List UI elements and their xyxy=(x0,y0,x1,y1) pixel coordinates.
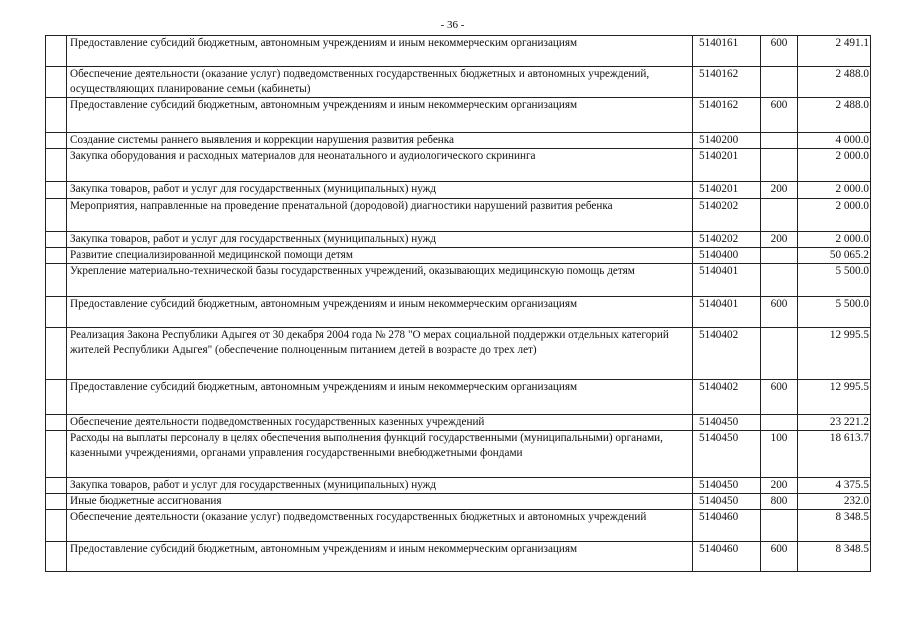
row-amount-cell: 18 613.7 xyxy=(798,431,871,478)
row-type-cell: 200 xyxy=(761,232,798,248)
row-code-cell: 5140401 xyxy=(693,264,761,297)
row-margin-cell xyxy=(46,199,67,232)
row-margin-cell xyxy=(46,478,67,494)
row-margin-cell xyxy=(46,264,67,297)
table-row xyxy=(46,297,871,328)
row-type-cell: 200 xyxy=(761,182,798,199)
row-name-cell: Предоставление субсидий бюджетным, автономным учреждениям и иным некоммерческим организациям xyxy=(67,297,693,328)
row-name-cell: Развитие специализированной медицинской помощи детям xyxy=(67,248,693,264)
table-row xyxy=(46,248,871,264)
row-amount-cell: 23 221.2 xyxy=(798,415,871,431)
page-number: - 36 - xyxy=(440,19,465,31)
row-margin-cell xyxy=(46,36,67,67)
table-row xyxy=(46,98,871,133)
row-code-cell: 5140450 xyxy=(693,431,761,478)
row-amount-cell: 232.0 xyxy=(798,494,871,510)
row-name-cell: Закупка товаров, работ и услуг для государственных (муниципальных) нужд xyxy=(67,232,693,248)
row-amount-cell: 5 500.0 xyxy=(798,264,871,297)
row-name-cell: Предоставление субсидий бюджетным, автономным учреждениям и иным некоммерческим организациям xyxy=(67,542,693,572)
row-margin-cell xyxy=(46,232,67,248)
row-amount-cell: 8 348.5 xyxy=(798,510,871,542)
row-margin-cell xyxy=(46,98,67,133)
row-code-cell: 5140402 xyxy=(693,380,761,415)
row-type-cell: 600 xyxy=(761,542,798,572)
row-code-cell: 5140162 xyxy=(693,98,761,133)
table-row xyxy=(46,380,871,415)
table-row xyxy=(46,264,871,297)
row-type-cell xyxy=(761,328,798,380)
row-margin-cell xyxy=(46,542,67,572)
row-type-cell xyxy=(761,149,798,182)
table-row xyxy=(46,149,871,182)
row-code-cell: 5140162 xyxy=(693,67,761,98)
row-name-cell: Реализация Закона Республики Адыгея от 30 декабря 2004 года № 278 "О мерах социальной поддержки отдельных категорий жителей Республики Адыгея" (обеспечение полноценным питанием детей в возрасте до трех лет) xyxy=(67,328,693,380)
row-amount-cell: 4 000.0 xyxy=(798,133,871,149)
row-type-cell: 600 xyxy=(761,36,798,67)
row-amount-cell: 2 488.0 xyxy=(798,67,871,98)
table-row xyxy=(46,478,871,494)
row-type-cell: 600 xyxy=(761,98,798,133)
table-row xyxy=(46,431,871,478)
table-row xyxy=(46,232,871,248)
table-row xyxy=(46,510,871,542)
row-amount-cell: 2 491.1 xyxy=(798,36,871,67)
table-row xyxy=(46,494,871,510)
row-name-cell: Иные бюджетные ассигнования xyxy=(67,494,693,510)
row-name-cell: Закупка оборудования и расходных материалов для неонатального и аудиологического скрининга xyxy=(67,149,693,182)
row-type-cell xyxy=(761,248,798,264)
row-margin-cell xyxy=(46,510,67,542)
table-row xyxy=(46,36,871,67)
row-amount-cell: 2 000.0 xyxy=(798,182,871,199)
row-margin-cell xyxy=(46,431,67,478)
row-code-cell: 5140450 xyxy=(693,494,761,510)
row-amount-cell: 50 065.2 xyxy=(798,248,871,264)
budget-table-body xyxy=(46,36,871,572)
table-row xyxy=(46,542,871,572)
row-amount-cell: 2 000.0 xyxy=(798,199,871,232)
row-type-cell xyxy=(761,67,798,98)
row-type-cell: 600 xyxy=(761,297,798,328)
row-margin-cell xyxy=(46,380,67,415)
row-type-cell: 800 xyxy=(761,494,798,510)
row-code-cell: 5140401 xyxy=(693,297,761,328)
row-amount-cell: 12 995.5 xyxy=(798,380,871,415)
row-amount-cell: 8 348.5 xyxy=(798,542,871,572)
row-amount-cell: 4 375.5 xyxy=(798,478,871,494)
table-row xyxy=(46,415,871,431)
row-margin-cell xyxy=(46,149,67,182)
row-amount-cell: 2 000.0 xyxy=(798,149,871,182)
row-type-cell: 200 xyxy=(761,478,798,494)
row-margin-cell xyxy=(46,328,67,380)
row-code-cell: 5140201 xyxy=(693,149,761,182)
row-name-cell: Предоставление субсидий бюджетным, автономным учреждениям и иным некоммерческим организациям xyxy=(67,98,693,133)
budget-table xyxy=(45,35,871,572)
row-margin-cell xyxy=(46,297,67,328)
row-margin-cell xyxy=(46,494,67,510)
row-name-cell: Закупка товаров, работ и услуг для государственных (муниципальных) нужд xyxy=(67,182,693,199)
row-name-cell: Предоставление субсидий бюджетным, автономным учреждениям и иным некоммерческим организациям xyxy=(67,380,693,415)
row-code-cell: 5140161 xyxy=(693,36,761,67)
row-code-cell: 5140460 xyxy=(693,542,761,572)
row-type-cell: 100 xyxy=(761,431,798,478)
row-amount-cell: 2 000.0 xyxy=(798,232,871,248)
row-amount-cell: 2 488.0 xyxy=(798,98,871,133)
row-amount-cell: 12 995.5 xyxy=(798,328,871,380)
row-margin-cell xyxy=(46,182,67,199)
row-code-cell: 5140200 xyxy=(693,133,761,149)
row-code-cell: 5140450 xyxy=(693,415,761,431)
row-amount-cell: 5 500.0 xyxy=(798,297,871,328)
table-row xyxy=(46,199,871,232)
row-name-cell: Предоставление субсидий бюджетным, автономным учреждениям и иным некоммерческим организациям xyxy=(67,36,693,67)
table-row xyxy=(46,67,871,98)
row-code-cell: 5140201 xyxy=(693,182,761,199)
row-margin-cell xyxy=(46,67,67,98)
row-name-cell: Обеспечение деятельности (оказание услуг) подведомственных государственных бюджетных и автономных учреждений xyxy=(67,510,693,542)
row-code-cell: 5140460 xyxy=(693,510,761,542)
row-margin-cell xyxy=(46,133,67,149)
row-type-cell xyxy=(761,133,798,149)
row-type-cell xyxy=(761,415,798,431)
row-code-cell: 5140202 xyxy=(693,232,761,248)
table-row xyxy=(46,328,871,380)
row-name-cell: Расходы на выплаты персоналу в целях обеспечения выполнения функций государственными (муниципальными) органами, казенными учреждениями, органами управления государственными внебюджетными фондами xyxy=(67,431,693,478)
row-type-cell: 600 xyxy=(761,380,798,415)
row-code-cell: 5140202 xyxy=(693,199,761,232)
row-name-cell: Закупка товаров, работ и услуг для государственных (муниципальных) нужд xyxy=(67,478,693,494)
row-type-cell xyxy=(761,510,798,542)
row-code-cell: 5140400 xyxy=(693,248,761,264)
table-row xyxy=(46,182,871,199)
table-row xyxy=(46,133,871,149)
row-type-cell xyxy=(761,264,798,297)
row-name-cell: Обеспечение деятельности (оказание услуг) подведомственных государственных бюджетных и автономных учреждений, осуществляющих планирование семьи (кабинеты) xyxy=(67,67,693,98)
row-name-cell: Мероприятия, направленные на проведение пренатальной (дородовой) диагностики нарушений развития ребенка xyxy=(67,199,693,232)
row-margin-cell xyxy=(46,248,67,264)
row-name-cell: Укрепление материально-технической базы государственных учреждений, оказывающих медицинскую помощь детям xyxy=(67,264,693,297)
row-margin-cell xyxy=(46,415,67,431)
row-code-cell: 5140450 xyxy=(693,478,761,494)
row-name-cell: Обеспечение деятельности подведомственных государственных казенных учреждений xyxy=(67,415,693,431)
row-code-cell: 5140402 xyxy=(693,328,761,380)
row-type-cell xyxy=(761,199,798,232)
row-name-cell: Создание системы раннего выявления и коррекции нарушения развития ребенка xyxy=(67,133,693,149)
